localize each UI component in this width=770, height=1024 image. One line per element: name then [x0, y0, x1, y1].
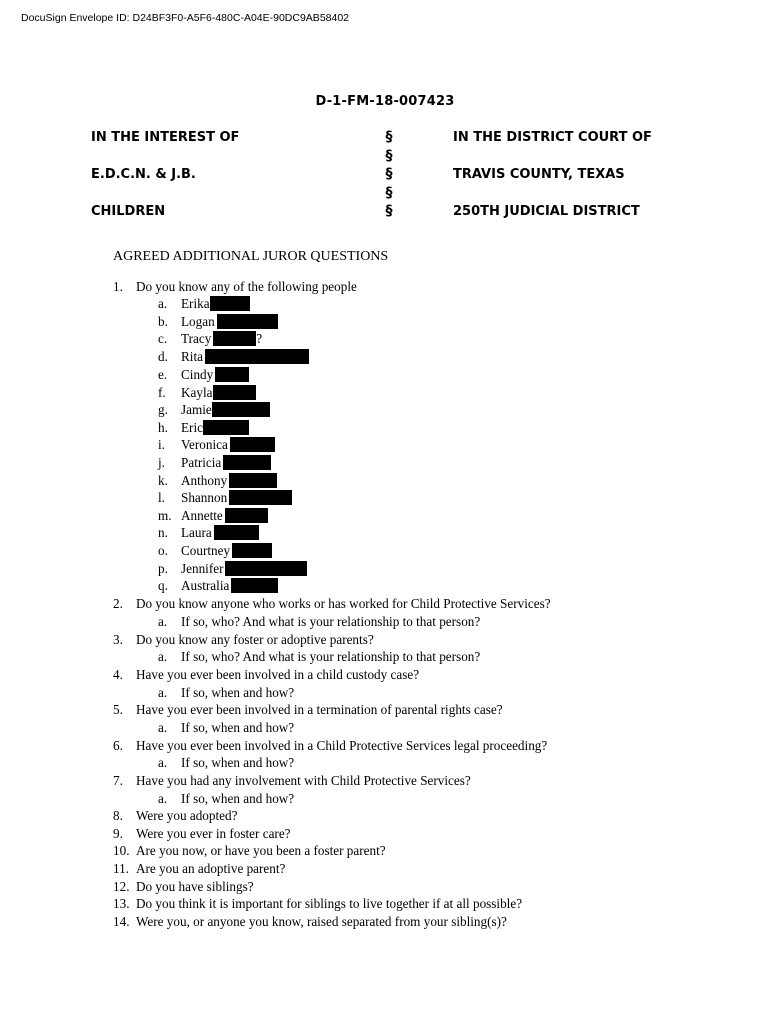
person-item — [0, 401, 770, 418]
question-text: Do you know anyone who works or has worked for Child Protective Services? — [136, 596, 551, 611]
question-item — [0, 772, 770, 789]
person-name: Veronica — [181, 437, 228, 452]
question-number: 7. — [113, 773, 123, 788]
person-name: Annette — [181, 508, 223, 523]
question-item — [0, 278, 770, 295]
case-number: D-1-FM-18-007423 — [315, 94, 455, 109]
person-item — [0, 366, 770, 383]
person-item — [0, 313, 770, 330]
redaction-bar — [213, 385, 256, 400]
sub-question-text: If so, when and how? — [181, 791, 295, 806]
person-letter: l. — [158, 490, 165, 505]
redaction-bar — [212, 402, 270, 417]
question-number: 1. — [113, 279, 123, 294]
person-item — [0, 330, 770, 347]
person-item — [0, 295, 770, 312]
question-number: 14. — [113, 914, 130, 929]
redaction-bar — [205, 349, 309, 364]
question-text: Have you ever been involved in a termination of parental rights case? — [136, 702, 503, 717]
person-item — [0, 542, 770, 559]
person-letter: p. — [158, 561, 168, 576]
question-text: Are you now, or have you been a foster parent? — [136, 843, 386, 858]
question-item — [0, 807, 770, 824]
question-text: Do you know any foster or adoptive parents? — [136, 632, 374, 647]
sub-question-letter: a. — [158, 649, 168, 664]
section-mark: § — [385, 203, 393, 219]
question-text: Have you ever been involved in a child custody case? — [136, 667, 420, 682]
caption-right-line-2: TRAVIS COUNTY, TEXAS — [453, 167, 625, 182]
person-item — [0, 524, 770, 541]
person-name: Jennifer — [181, 561, 224, 576]
person-letter: k. — [158, 473, 168, 488]
sub-question — [0, 684, 770, 701]
person-letter: g. — [158, 402, 168, 417]
sub-question-text: If so, who? And what is your relationship to that person? — [181, 649, 481, 664]
redaction-bar — [217, 314, 278, 329]
redaction-bar — [229, 490, 292, 505]
person-name: Australia — [181, 578, 230, 593]
person-letter: h. — [158, 420, 168, 435]
question-number: 5. — [113, 702, 123, 717]
person-name: Rita — [181, 349, 203, 364]
redaction-bar — [210, 296, 250, 311]
redaction-bar — [232, 543, 272, 558]
person-item — [0, 472, 770, 489]
question-number: 11. — [113, 861, 129, 876]
person-item — [0, 348, 770, 365]
question-text: Were you, or anyone you know, raised separated from your sibling(s)? — [136, 914, 507, 929]
person-item — [0, 577, 770, 594]
sub-question-letter: a. — [158, 720, 168, 735]
redaction-bar — [229, 473, 277, 488]
question-item — [0, 631, 770, 648]
redaction-bar — [214, 525, 259, 540]
caption-right-line-1: IN THE DISTRICT COURT OF — [453, 130, 652, 145]
person-name: Shannon — [181, 490, 228, 505]
sub-question-text: If so, who? And what is your relationship to that person? — [181, 614, 481, 629]
person-name: Kayla — [181, 385, 213, 400]
person-letter: e. — [158, 367, 168, 382]
sub-question — [0, 719, 770, 736]
sub-question — [0, 754, 770, 771]
section-mark: § — [385, 129, 393, 145]
person-name: Jamie — [181, 402, 212, 417]
caption-left-line-3: CHILDREN — [91, 204, 166, 219]
question-text: Are you an adoptive parent? — [136, 861, 286, 876]
person-letter: n. — [158, 525, 168, 540]
sub-question-text: If so, when and how? — [181, 685, 295, 700]
sub-question — [0, 648, 770, 665]
question-text: Do you have siblings? — [136, 879, 254, 894]
sub-question — [0, 790, 770, 807]
sub-question-letter: a. — [158, 755, 168, 770]
question-text: Do you know any of the following people — [136, 279, 357, 294]
sub-question-letter: a. — [158, 614, 168, 629]
question-item — [0, 825, 770, 842]
caption-left-line-1: IN THE INTEREST OF — [91, 130, 240, 145]
person-name: Tracy — [181, 331, 212, 346]
person-name: Courtney — [181, 543, 231, 558]
question-number: 9. — [113, 826, 123, 841]
person-name: Anthony — [181, 473, 228, 488]
caption-right-line-3: 250TH JUDICIAL DISTRICT — [453, 204, 640, 219]
question-item — [0, 701, 770, 718]
question-number: 12. — [113, 879, 130, 894]
question-number: 4. — [113, 667, 123, 682]
question-item — [0, 913, 770, 930]
person-name: Laura — [181, 525, 212, 540]
question-item — [0, 895, 770, 912]
question-number: 13. — [113, 896, 130, 911]
redaction-bar — [225, 561, 307, 576]
sub-question — [0, 613, 770, 630]
person-letter: o. — [158, 543, 168, 558]
section-mark: § — [385, 185, 393, 201]
person-item — [0, 507, 770, 524]
question-item — [0, 842, 770, 859]
person-letter: f. — [158, 385, 166, 400]
person-name: Logan — [181, 314, 215, 329]
caption-left-line-2: E.D.C.N. & J.B. — [91, 167, 196, 182]
sub-question-text: If so, when and how? — [181, 755, 295, 770]
envelope-id: DocuSign Envelope ID: D24BF3F0-A5F6-480C-A04E-90DC9AB58402 — [21, 12, 350, 24]
redaction-bar — [223, 455, 271, 470]
question-number: 10. — [113, 843, 130, 858]
redaction-bar — [203, 420, 249, 435]
sub-question-letter: a. — [158, 791, 168, 806]
section-mark: § — [385, 166, 393, 182]
section-mark: § — [385, 148, 393, 164]
person-letter: i. — [158, 437, 165, 452]
question-number: 8. — [113, 808, 123, 823]
redaction-bar — [213, 331, 256, 346]
person-suffix: ? — [256, 331, 263, 346]
question-item — [0, 878, 770, 895]
person-item — [0, 436, 770, 453]
person-letter: q. — [158, 578, 168, 593]
person-item — [0, 560, 770, 577]
question-item — [0, 860, 770, 877]
person-item — [0, 454, 770, 471]
question-text: Have you ever been involved in a Child Protective Services legal proceeding? — [136, 738, 548, 753]
person-name: Patricia — [181, 455, 222, 470]
person-item — [0, 384, 770, 401]
person-name: Erika — [181, 296, 210, 311]
question-text: Have you had any involvement with Child Protective Services? — [136, 773, 471, 788]
question-text: Were you ever in foster care? — [136, 826, 291, 841]
person-letter: b. — [158, 314, 168, 329]
person-letter: j. — [158, 455, 165, 470]
redaction-bar — [230, 437, 275, 452]
person-name: Cindy — [181, 367, 214, 382]
redaction-bar — [225, 508, 268, 523]
question-text: Were you adopted? — [136, 808, 238, 823]
question-item — [0, 737, 770, 754]
person-letter: c. — [158, 331, 168, 346]
question-text: Do you think it is important for siblings to live together if at all possible? — [136, 896, 523, 911]
question-item — [0, 595, 770, 612]
sub-question-text: If so, when and how? — [181, 720, 295, 735]
redaction-bar — [215, 367, 249, 382]
person-letter: m. — [158, 508, 172, 523]
document-title: AGREED ADDITIONAL JUROR QUESTIONS — [113, 249, 389, 264]
question-number: 3. — [113, 632, 123, 647]
person-letter: a. — [158, 296, 168, 311]
question-number: 2. — [113, 596, 123, 611]
sub-question-letter: a. — [158, 685, 168, 700]
person-item — [0, 419, 770, 436]
person-name: Eric — [181, 420, 203, 435]
person-item — [0, 489, 770, 506]
question-item — [0, 666, 770, 683]
redaction-bar — [231, 578, 278, 593]
question-number: 6. — [113, 738, 123, 753]
person-letter: d. — [158, 349, 168, 364]
